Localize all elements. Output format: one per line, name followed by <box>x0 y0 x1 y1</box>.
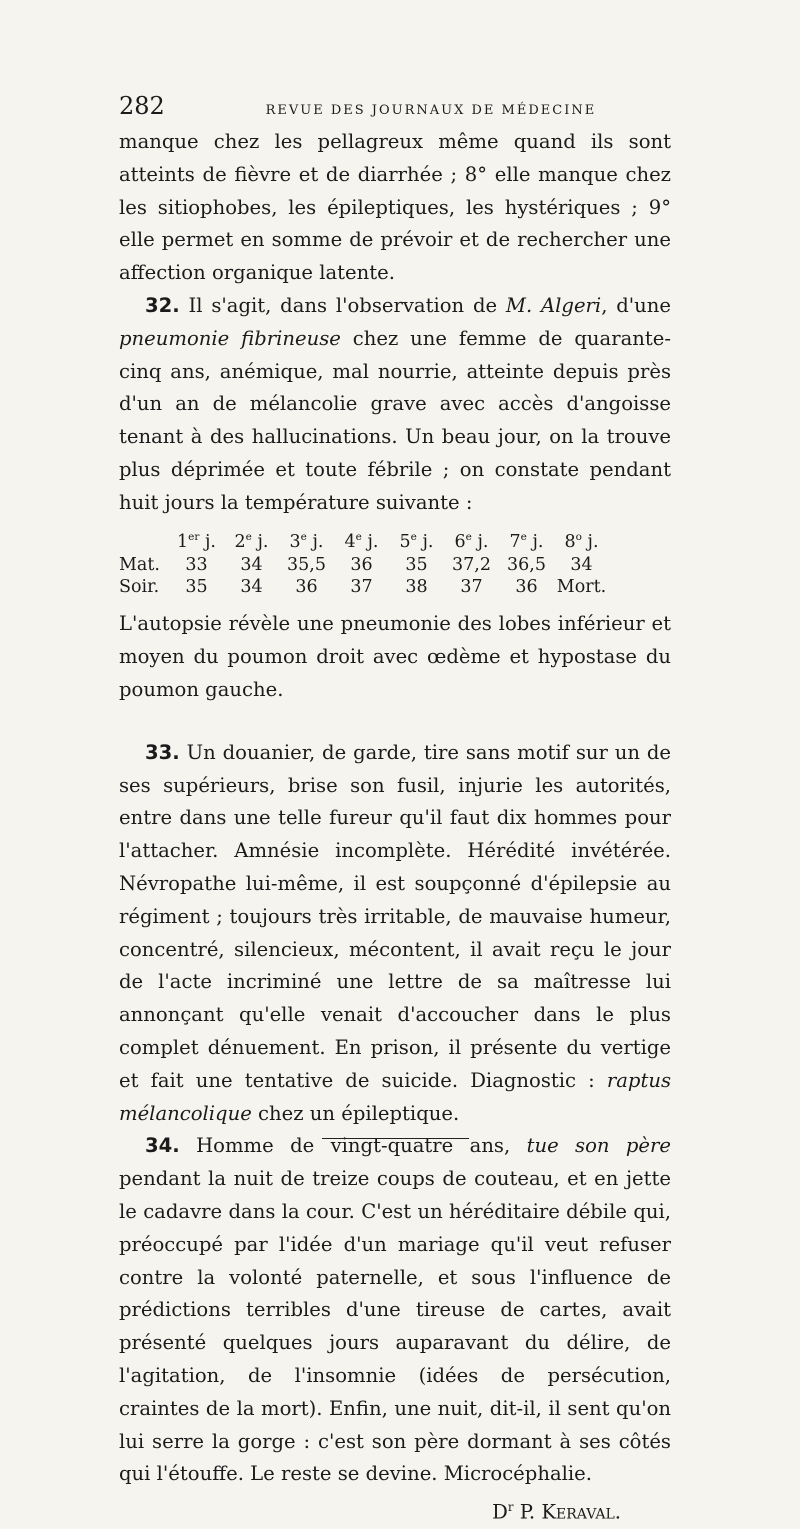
table-cell: 36 <box>295 577 318 598</box>
page-header <box>119 92 679 120</box>
table-cell: 37 <box>350 577 373 598</box>
end-rule <box>322 1138 469 1139</box>
emphasis: tue son père <box>526 1134 671 1158</box>
diagnosis: pneumonie fibrineuse <box>119 326 341 350</box>
table-cell: 35,5 <box>287 555 326 576</box>
page-number: 282 <box>119 92 165 120</box>
table-cell: 36 <box>515 577 538 598</box>
case-number: 34. <box>145 1134 180 1158</box>
table-cell: 35 <box>185 577 208 598</box>
table-cell: 36,5 <box>507 555 546 576</box>
author-name: M. Algeri <box>505 293 602 317</box>
day-cell: 5e j. <box>399 530 434 552</box>
table-row <box>119 576 609 598</box>
intro-paragraph: manque chez les pellagreux même quand ils sont atteints de fièvre et de diarrhée ; 8° elle manque chez les sitiophobes, les épileptiques, les hystériques ; 9° elle permet en somme de prévoir et de rechercher une affection organique latente. <box>119 130 671 285</box>
diagnosis: raptus mélancolique <box>119 1068 671 1125</box>
table-header-row <box>119 526 609 555</box>
table-cell: 35 <box>405 555 428 576</box>
day-cell: 8$^o$ j. <box>564 530 599 552</box>
case-33-paragraph: 33. Un douanier, de garde, tire sans motif sur un de ses supérieurs, brise son fusil, injurie les autorités, entre dans une telle fureur qu'il faut dix hommes pour l'attacher. Amnésie incomplète. Hérédité invétérée. Névropathe lui-même, il est soupçonné d'épilepsie au régiment ; toujours très irritable, de mauvaise humeur, concentré, silencieux, mécontent, il avait reçu le jour de l'acte incriminé une lettre de sa maîtresse lui annonçant qu'elle venait d'accoucher dans le plus complet dénuement. En prison, il présente du vertige et fait une tentative de suicide. Diagnostic : raptus mélancolique chez un épileptique. <box>119 740 671 1125</box>
table-cell: 38 <box>405 577 428 598</box>
day-cell: 6e j. <box>454 530 489 552</box>
table-cell: 36 <box>350 555 373 576</box>
row-label: Soir. <box>119 577 160 598</box>
table-cell: 34 <box>570 555 593 576</box>
author-signature: P. Keraval. <box>513 1500 621 1524</box>
table-row <box>119 554 609 576</box>
table-cell: 34 <box>240 577 263 598</box>
day-cell: 7e j. <box>509 530 544 552</box>
case-34-paragraph: 34. Homme de vingt-quatre ans, tue son père pendant la nuit de treize coups de couteau, et en jette le cadavre dans la cour. C'est un héréditaire débile qui, préoccupé par l'idée d'un mariage qu'il veut refuser contre la volonté paternelle, et sous l'influence de prédictions terribles d'une tireuse de cartes, avait présenté quelques jours auparavant du délire, de l'agitation, de l'insomnie (idées de persécution, craintes de la mort). Enfin, une nuit, dit-il, il sent qu'on lui serre la gorge : c'est son père dormant à ses côtés qui l'étouffe. Le reste se devine. Microcéphalie. <box>119 1134 671 1486</box>
table-cell: Mort. <box>556 577 607 598</box>
table-cell: 34 <box>240 555 263 576</box>
row-label: Mat. <box>119 555 160 576</box>
temperature-table <box>119 526 609 599</box>
table-cell: 37 <box>460 577 483 598</box>
running-title: REVUE DES JOURNAUX DE MÉDECINE <box>265 103 597 118</box>
signature: $D^r$ P. Keraval. <box>492 1500 621 1524</box>
case-number: 32. <box>145 293 180 317</box>
case-32-paragraph: 32. Il s'agit, dans l'observation de M. Algeri, d'une pneumonie fibrineuse chez une femme de quarante-cinq ans, anémique, mal nourrie, atteinte depuis près d'un an de mélancolie grave avec accès d'angoisse tenant à des hallucinations. Un beau jour, on la trouve plus déprimée et toute fébrile ; on constate pendant huit jours la température suivante : <box>119 293 671 514</box>
table-cell: 33 <box>185 555 208 576</box>
table-cell: 37,2 <box>452 555 491 576</box>
autopsy-paragraph: L'autopsie révèle une pneumonie des lobes inférieur et moyen du poumon droit avec œdème et hypostase du poumon gauche. <box>119 612 671 701</box>
day-cell: 3e j. <box>289 530 324 552</box>
day-cell: 4e j. <box>344 530 379 552</box>
day-cell: 1er j. <box>177 530 216 552</box>
article-body <box>119 126 671 1529</box>
case-number: 33. <box>145 740 180 764</box>
day-cell: 2e j. <box>234 530 269 552</box>
